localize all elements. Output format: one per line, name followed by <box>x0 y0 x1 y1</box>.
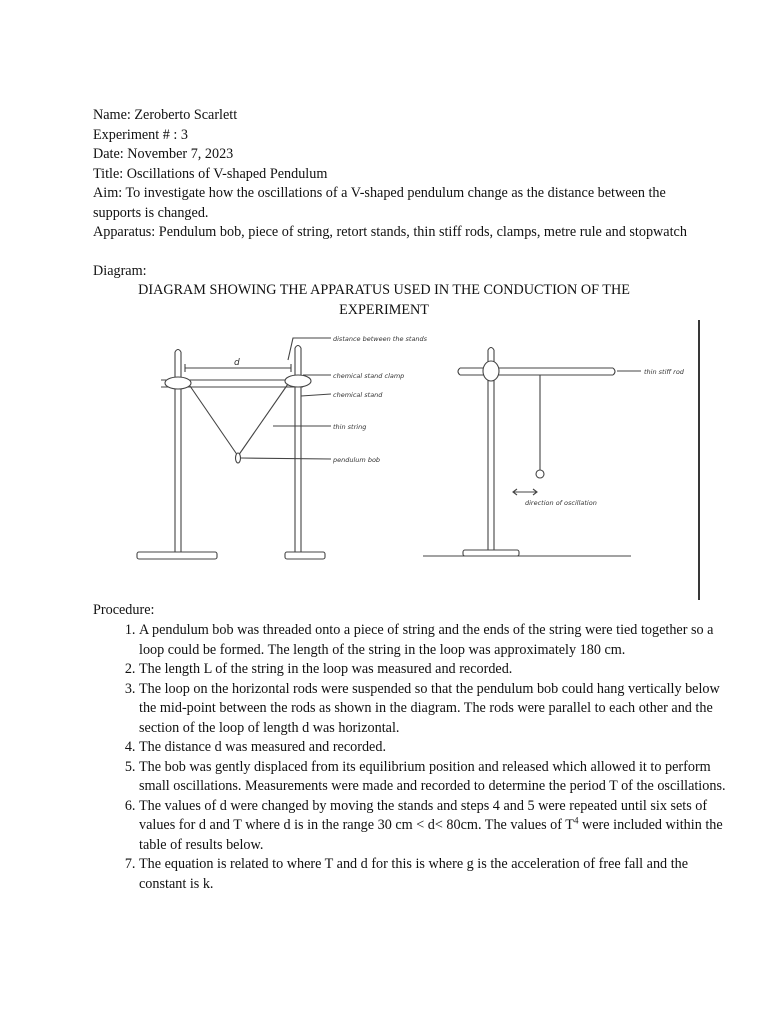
step6-text: The values of d were changed by moving the stands and steps 4 and 5 were repeated until six sets of values for d and T where d is in the range 30 cm < d< 80cm. The values of T <box>139 797 708 833</box>
diagram-caption: DIAGRAM SHOWING THE APPARATUS USED IN THE CONDUCTION OF THE EXPERIMENT <box>138 282 630 318</box>
label-distance: distance between the stands <box>333 335 428 343</box>
procedure-step <box>139 797 729 856</box>
label-bob: pendulum bob <box>333 456 381 464</box>
apparatus-list: Apparatus: Pendulum bob, piece of string, retort stands, thin stiff rods, clamps, metre rule and stopwatch <box>93 224 687 240</box>
experiment-number: Experiment # : 3 <box>93 126 188 143</box>
t-power: 4 <box>573 815 579 826</box>
side-view-stand <box>423 348 631 557</box>
experiment-aim: Aim: To investigate how the oscillations of a V-shaped pendulum change as the distance between the supports is changed. <box>93 185 666 221</box>
side-view-bob <box>536 470 544 478</box>
d-label: d <box>234 358 240 368</box>
experiment-date: Date: November 7, 2023 <box>93 146 234 162</box>
direction-arrow <box>513 489 537 495</box>
procedure-step: 5. The bob was gently displaced from its equilibrium position and released which allowed it to perform small oscillations. Measurements were made and recorded to determine the period T of the oscillations. <box>139 758 729 797</box>
pendulum-bob <box>236 453 241 463</box>
v-string <box>190 384 288 456</box>
label-stand: chemical stand <box>333 391 383 399</box>
label-direction: direction of oscillation <box>525 499 597 507</box>
procedure-steps <box>93 621 729 894</box>
step6-tail: were included within the table of results below. <box>139 817 723 853</box>
label-rod: thin stiff rod <box>644 368 684 376</box>
procedure-step: 7. The equation is related to where T and d for this is where g is the acceleration of free fall and the constant is k. <box>139 855 729 894</box>
side-view-rod <box>458 361 615 381</box>
experiment-title: Title: Oscillations of V-shaped Pendulum <box>93 165 328 182</box>
procedure-step: 4. The distance d was measured and recorded. <box>139 738 729 758</box>
diagram-label: Diagram: <box>93 263 147 279</box>
procedure-step: 1. A pendulum bob was threaded onto a piece of string and the ends of the string were tied together so a loop could be formed. The length of the string in the loop was approximately 180 cm. <box>139 621 729 660</box>
procedure-step: 3. The loop on the horizontal rods were suspended so that the pendulum bob could hang vertically below the mid-point between the rods as shown in the diagram. The rods were parallel to each other and the section of the loop of length d was horizontal. <box>139 680 729 739</box>
horizontal-rods <box>161 375 311 389</box>
apparatus-diagram <box>93 320 705 600</box>
label-clamp: chemical stand clamp <box>333 372 405 380</box>
student-name: Name: Zeroberto Scarlett <box>93 107 238 123</box>
label-string: thin string <box>333 423 367 431</box>
procedure-step: 2. The length L of the string in the loop was measured and recorded. <box>139 660 729 680</box>
procedure-title: Procedure: <box>93 602 155 618</box>
